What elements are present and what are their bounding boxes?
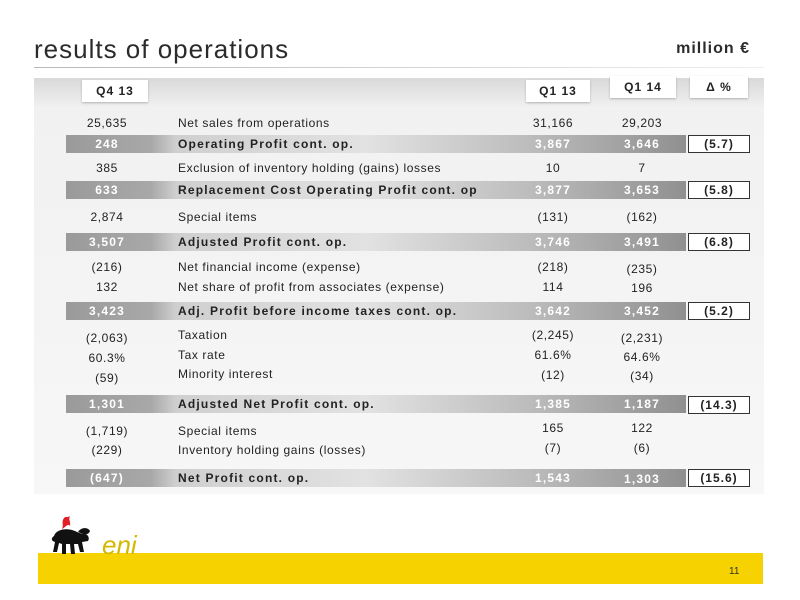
svg-text:eni: eni [102, 530, 137, 560]
table-row-label: Special items [178, 424, 258, 438]
table-row-label: Minority interest [178, 367, 273, 381]
table-cell-q1-14: 3,452 [623, 304, 661, 318]
table-row-label: Exclusion of inventory holding (gains) losses [178, 161, 442, 175]
table-cell-q1-14: 196 [631, 281, 653, 295]
table-cell-q4-13: 60.3% [88, 351, 126, 365]
table-cell-q4-13: 3,423 [88, 304, 126, 318]
table-row-label: Net share of profit from associates (expense) [178, 280, 445, 294]
table-cell-q4-13: (229) [91, 443, 123, 457]
table-cell-q4-13: (647) [89, 471, 124, 485]
table-cell-q1-14: 3,491 [623, 235, 661, 249]
table-cell-q1-14: 3,646 [623, 137, 661, 151]
table-cell-q4-13: 1,301 [88, 397, 126, 411]
table-cell-q1-13: 1,543 [534, 471, 572, 485]
table-row-label: Replacement Cost Operating Profit cont. op [178, 183, 478, 197]
table-row-label: Tax rate [178, 348, 226, 362]
delta-badge: (5.7) [688, 135, 750, 153]
table-cell-q4-13: 3,507 [88, 235, 126, 249]
delta-badge: (15.6) [688, 469, 750, 487]
table-row-label: Operating Profit cont. op. [178, 137, 354, 151]
table-cell-q1-13: 3,877 [534, 183, 572, 197]
table-row-label: Inventory holding gains (losses) [178, 443, 366, 457]
table-cell-q4-13: 2,874 [90, 210, 124, 224]
table-cell-q4-13: (216) [91, 260, 123, 274]
table-cell-q1-13: 3,746 [534, 235, 572, 249]
row-band [66, 469, 686, 487]
row-band [66, 395, 686, 413]
row-band [66, 135, 686, 153]
table-row-label: Net sales from operations [178, 116, 330, 130]
table-cell-q4-13: (2,063) [85, 331, 129, 345]
table-cell-q1-14: 1,303 [623, 472, 661, 486]
table-cell-q1-13: 31,166 [532, 116, 574, 130]
table-cell-q1-14: 64.6% [623, 350, 661, 364]
delta-badge: (14.3) [688, 396, 750, 414]
table-cell-q1-13: 3,642 [534, 304, 572, 318]
table-cell-q1-14: (6) [633, 441, 651, 455]
eni-logo [44, 512, 164, 572]
column-header-q1-14: Q1 14 [610, 76, 676, 98]
table-cell-q1-13: 165 [542, 421, 564, 435]
table-cell-q1-13: 10 [545, 161, 561, 175]
column-header-q1-13: Q1 13 [526, 80, 590, 102]
page-title: results of operations [34, 34, 290, 64]
table-cell-q1-13: 61.6% [534, 348, 572, 362]
table-cell-q1-14: (162) [626, 210, 658, 224]
title-divider [34, 67, 764, 68]
delta-badge: (6.8) [688, 233, 750, 251]
delta-badge: (5.2) [688, 302, 750, 320]
table-cell-q1-14: (34) [630, 369, 654, 383]
column-header-q4-13: Q4 13 [82, 80, 148, 102]
row-band [66, 233, 686, 251]
table-cell-q1-13: (12) [541, 368, 565, 382]
table-cell-q1-13: 1,385 [534, 397, 572, 411]
table-cell-q1-14: (2,231) [620, 331, 664, 345]
table-cell-q1-13: (7) [544, 441, 562, 455]
table-cell-q4-13: 633 [95, 183, 119, 197]
table-row-label: Adjusted Net Profit cont. op. [178, 397, 375, 411]
table-cell-q1-13: 114 [542, 280, 564, 294]
table-cell-q1-14: 7 [638, 161, 646, 175]
table-cell-q4-13: (59) [95, 371, 119, 385]
table-cell-q1-14: 3,653 [623, 183, 661, 197]
table-cell-q1-14: 122 [631, 421, 653, 435]
table-cell-q1-13: (2,245) [531, 328, 575, 342]
table-row-label: Adj. Profit before income taxes cont. op. [178, 304, 458, 318]
table-cell-q4-13: 385 [96, 161, 118, 175]
table-cell-q1-13: (218) [537, 260, 569, 274]
unit-label: million € [676, 40, 750, 57]
table-row-label: Special items [178, 210, 258, 224]
table-cell-q4-13: (1,719) [85, 424, 129, 438]
column-header-delta: Δ % [690, 76, 748, 98]
table-row-label: Taxation [178, 328, 228, 342]
table-row-label: Net financial income (expense) [178, 260, 361, 274]
six-legged-dog-icon [44, 512, 164, 572]
table-cell-q1-13: (131) [537, 210, 569, 224]
page-number: 11 [729, 566, 740, 577]
table-cell-q1-13: 3,867 [534, 137, 572, 151]
table-cell-q1-14: 1,187 [623, 397, 661, 411]
table-row-label: Adjusted Profit cont. op. [178, 235, 348, 249]
table-cell-q4-13: 132 [96, 280, 118, 294]
table-cell-q4-13: 248 [95, 137, 119, 151]
table-cell-q1-14: 29,203 [621, 116, 663, 130]
table-row-label: Net Profit cont. op. [178, 471, 310, 485]
delta-badge: (5.8) [688, 181, 750, 199]
table-cell-q1-14: (235) [626, 262, 658, 276]
table-cell-q4-13: 25,635 [86, 116, 128, 130]
